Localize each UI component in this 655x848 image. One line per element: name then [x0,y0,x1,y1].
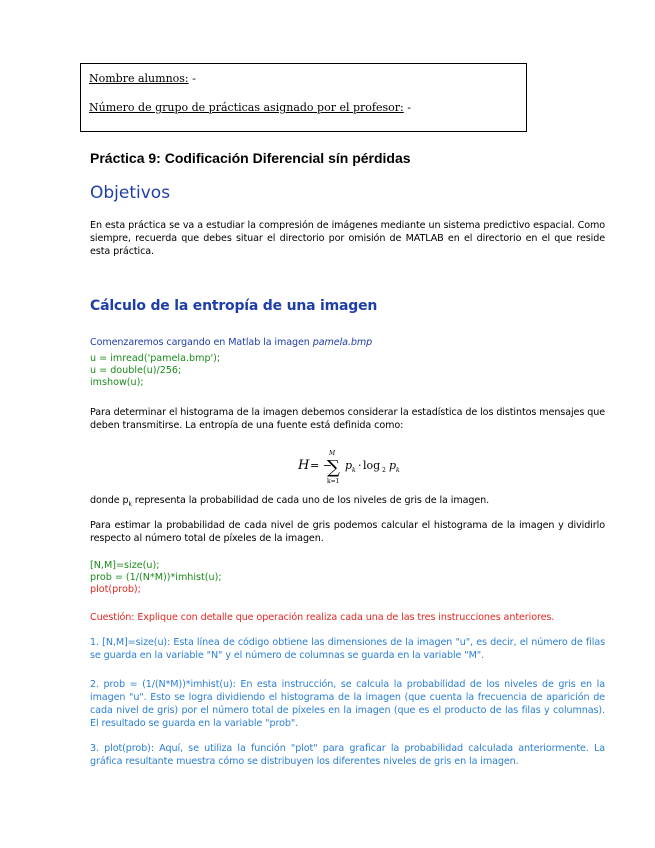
answer-2: 2. prob = (1/(N*M))*imhist(u): En esta instrucción, se calcula la probabilidad de los niveles de gris en la imagen "u". Esto se logra dividiendo el histograma de la imagen (que cuenta la frecuencia de aparición de cada nivel de gris) por el número total de píxeles en la imagen (que es el producto de las filas y columnas). El resultado se guarda en la variable "prob". [90,679,605,729]
formula-term-p1: p [345,459,353,472]
student-names-value[interactable]: - [192,72,196,85]
intro-paragraph [90,336,605,349]
objectives-paragraph: En esta práctica se va a estudiar la compresión de imágenes mediante un sistema predictivo espacial. Como siempre, recuerda que debes situar el directorio por omisión de MATLAB en el directorio en el que reside esta práctica. [90,220,605,257]
code-line: imshow(u); [90,377,144,388]
group-number-line [89,101,411,114]
entropy-formula-svg [298,448,408,488]
student-names-label: Nombre alumnos: [89,72,189,85]
formula-sum-top: M [329,450,336,457]
formula-sigma: ∑ [327,457,340,478]
formula-sub-k2: k [396,467,400,474]
formula-dot: · [358,459,362,472]
code-line: [N,M]=size(u); [90,560,160,571]
formula-eq: = − [310,459,332,472]
question-text: Cuestión: Explique con detalle que operación realiza cada una de las tres instrucciones anteriores. [90,612,555,623]
estimate-paragraph: Para estimar la probabilidad de cada nivel de gris podemos calcular el histograma de la imagen y dividirlo respecto al número total de píxeles de la imagen. [90,520,605,544]
answer-3: 3. plot(prob): Aquí, se utiliza la función "plot" para graficar la probabilidad calculada anteriormente. La gráfica resultante muestra cómo se distribuyen los diferentes niveles de gris en la imagen. [90,743,605,767]
pk-paragraph [90,494,605,511]
formula-log-base: 2 [382,467,386,474]
entropy-formula [298,448,408,488]
formula-term-p2: p [389,459,397,472]
histogram-paragraph: Para determinar el histograma de la imagen debemos considerar la estadística de los distintos mensajes que deben transmitirse. La entropía de una fuente está definida como: [90,407,605,431]
code-line: u = imread('pamela.bmp'); [90,353,221,364]
student-names-line [89,72,196,85]
group-number-label: Número de grupo de prácticas asignado por el profesor: [89,101,404,114]
group-number-value[interactable]: - [407,101,411,114]
code-block-load [90,353,220,389]
formula-lhs: H [298,458,310,473]
pk-text-1: donde p [90,495,129,506]
code-line: prob = (1/(N*M))*imhist(u); [90,572,222,583]
objectives-heading: Objetivos [90,183,171,203]
page-title: Práctica 9: Codificación Diferencial sín pérdidas [90,150,411,166]
intro-prefix: Comenzaremos cargando en Matlab la imagen [90,337,310,348]
formula-sum-bottom: k=1 [327,478,340,485]
code-line: plot(prob); [90,584,141,595]
pk-subscript: k [128,500,132,508]
student-info-box [80,63,527,132]
formula-sub-k1: k [352,467,356,474]
formula-log: log [363,459,381,472]
answer-1: 1. [N,M]=size(u): Esta línea de código obtiene las dimensiones de la imagen "u", es decir, el número de filas se guarda en la variable "N" y el número de columnas se guarda en la variable "M". [90,637,605,661]
intro-filename: pamela.bmp [312,337,373,348]
code-block-prob [90,560,222,596]
pk-text-2: representa la probabilidad de cada uno de los niveles de gris de la imagen. [131,495,490,506]
entropy-section-heading: Cálculo de la entropía de una imagen [90,298,378,314]
code-line: u = double(u)/256; [90,365,182,376]
